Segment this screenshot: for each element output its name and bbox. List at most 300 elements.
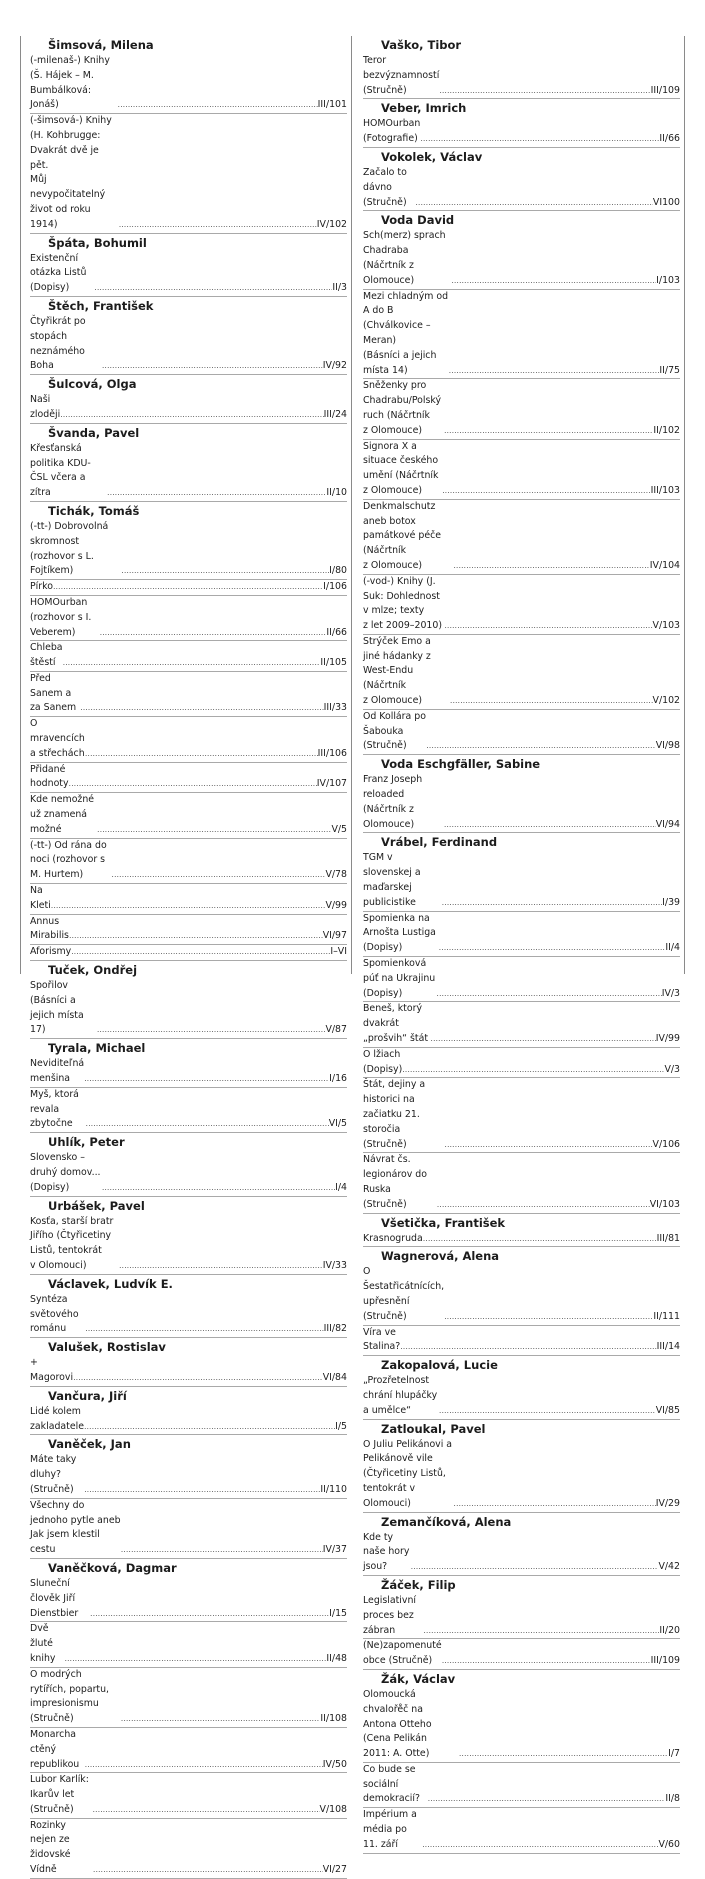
entry-reference: II/110 <box>320 1483 347 1495</box>
dot-leader <box>118 98 318 113</box>
index-entry <box>30 1293 347 1338</box>
index-entry <box>30 763 347 794</box>
index-entry <box>363 575 680 635</box>
entry-title: Křesťanská politika KDU-ČSL včera a zítra <box>30 442 91 499</box>
dot-leader <box>121 1712 321 1727</box>
entry-reference: II/75 <box>659 364 680 376</box>
index-entry <box>363 1594 680 1639</box>
entry-reference: III/103 <box>650 484 680 496</box>
entry-title: Pírko <box>30 581 53 593</box>
index-entry <box>30 1668 347 1728</box>
entry-reference: II/48 <box>326 1652 347 1664</box>
right-border-line <box>684 36 685 974</box>
left-border-line <box>20 36 21 974</box>
dot-leader <box>451 274 656 289</box>
entry-reference: III/101 <box>317 99 347 111</box>
index-entry <box>30 1728 347 1773</box>
author-name: Uhlík, Peter <box>48 1135 125 1150</box>
index-entry <box>363 440 680 500</box>
author-name: Veber, Imrich <box>381 101 467 116</box>
entry-reference: I/5 <box>335 1420 347 1432</box>
dot-leader <box>453 1497 655 1512</box>
author-name: Zatloukal, Pavel <box>381 1421 486 1436</box>
dot-leader <box>411 1560 659 1575</box>
index-entry <box>30 1405 347 1436</box>
dot-leader <box>430 1032 655 1047</box>
dot-leader <box>107 486 326 501</box>
dot-leader <box>60 408 323 423</box>
entry-reference: IV/102 <box>316 218 347 230</box>
index-entry <box>30 114 347 233</box>
author-group <box>30 1387 347 1436</box>
index-entry <box>30 915 347 946</box>
entry-reference: IV/50 <box>322 1758 347 1770</box>
author-group <box>363 99 680 148</box>
index-entry <box>30 252 347 297</box>
entry-title: Myš, ktorá revala zbytočne <box>30 1088 79 1130</box>
author-group <box>363 211 680 755</box>
entry-reference: III/109 <box>650 84 680 96</box>
author-name: Vančura, Jiří <box>48 1388 127 1403</box>
author-group <box>30 1197 347 1275</box>
entry-title: Naši zloději <box>30 394 61 420</box>
dot-leader <box>93 1803 320 1818</box>
author-group <box>30 375 347 424</box>
entry-reference: IV/3 <box>661 987 680 999</box>
author-name: Voda Eschgfäller, Sabine <box>381 757 541 772</box>
index-entry <box>30 580 347 596</box>
entry-reference: I/7 <box>668 1748 680 1760</box>
entry-title: TGM v slovenskej a maďarskej publicistike <box>363 852 421 908</box>
entry-reference: VI/98 <box>655 740 680 752</box>
entry-title: Existenční otázka Listů (Dopisy) <box>30 252 87 294</box>
entry-title: Impérium a média po 11. září <box>363 1809 417 1850</box>
entry-reference: II/108 <box>320 1713 347 1725</box>
author-name: Wagnerová, Alena <box>381 1249 500 1264</box>
entry-reference: III/33 <box>323 702 347 714</box>
entry-title: Přidané hodnoty <box>30 763 69 790</box>
entry-title: Návrat čs. legionárov do Ruska (Stručně) <box>363 1154 427 1210</box>
index-entry <box>363 1265 680 1325</box>
entry-reference: IV/104 <box>649 559 680 571</box>
author-group <box>363 1670 680 1854</box>
entry-reference: III/81 <box>656 1232 680 1244</box>
dot-leader <box>69 777 317 792</box>
dot-leader <box>90 1607 329 1622</box>
author-name: Zemančíková, Alena <box>381 1514 512 1529</box>
author-group <box>30 1435 347 1559</box>
dot-leader <box>51 899 326 914</box>
index-entry <box>363 1232 680 1248</box>
entry-title: (Ne)zapomenuté obce (Stručně) <box>363 1640 442 1667</box>
entry-reference: II/8 <box>665 1793 680 1805</box>
entry-title: Signora X a situace českého umění (Náčrtník z Olomouce) <box>363 440 439 496</box>
author-group <box>30 36 347 234</box>
index-entry <box>363 290 680 380</box>
author-name: Všetička, František <box>381 1215 506 1230</box>
author-name: Valušek, Rostislav <box>48 1340 166 1355</box>
index-entry <box>363 1078 680 1153</box>
index-entry <box>363 1808 680 1853</box>
entry-reference: III/106 <box>317 747 347 759</box>
author-group <box>363 833 680 1213</box>
dot-leader <box>423 1624 659 1639</box>
entry-title: O Juliu Pelikánovi a Pelikánově vile (Čtyřicetiny Listů, tentokrát v Olomouci) <box>363 1438 453 1509</box>
entry-title: Aforismy <box>30 946 72 958</box>
index-entry <box>30 315 347 375</box>
author-group <box>363 1214 680 1248</box>
dot-leader <box>119 1259 323 1274</box>
dot-leader <box>444 424 653 439</box>
dot-leader <box>450 694 653 709</box>
entry-reference: VI/27 <box>322 1864 347 1876</box>
author-name: Šimsová, Milena <box>48 38 154 52</box>
entry-reference: IV/29 <box>655 1497 680 1509</box>
author-name: Špáta, Bohumil <box>48 235 147 250</box>
author-name: Žáček, Filip <box>381 1577 456 1592</box>
dot-leader <box>85 747 318 762</box>
dot-leader <box>422 1838 658 1853</box>
author-group <box>363 1356 680 1419</box>
entry-title: Monarcha ctěný republikou <box>30 1728 80 1770</box>
index-entry <box>363 1153 680 1213</box>
index-entry <box>363 635 680 710</box>
index-entry <box>30 54 347 114</box>
entry-reference: II/20 <box>659 1624 680 1636</box>
dot-leader <box>85 1758 323 1773</box>
entry-title: Čtyřikrát po stopách neznámého Boha <box>30 315 86 372</box>
dot-leader <box>415 196 653 211</box>
index-entry <box>363 117 680 148</box>
author-name: Vaněček, Jan <box>48 1437 131 1452</box>
index-entry <box>363 710 680 755</box>
author-name: Švanda, Pavel <box>48 425 140 440</box>
index-entry <box>363 1374 680 1419</box>
index-entry <box>30 672 347 717</box>
author-name: Urbášek, Pavel <box>48 1198 145 1213</box>
entry-title: Od Kollára po Šabouka (Stručně) <box>363 710 426 752</box>
index-entry <box>363 229 680 289</box>
entry-reference: I/16 <box>329 1073 347 1085</box>
entry-title: Sch(merz) sprach Chadraba (Náčrtník z Olomouce) <box>363 230 446 286</box>
index-entry <box>363 912 680 957</box>
index-entry <box>30 1499 347 1559</box>
dot-leader <box>444 1310 653 1325</box>
entry-title: Spořilov (Básníci a jejich místa 17) <box>30 980 84 1036</box>
entry-title: (-vod-) Knihy (J. Suk: Dohlednost v mlze; texty z let 2009–2010) <box>363 575 442 632</box>
index-entry <box>363 379 680 439</box>
entry-title: Kosťa, starší bratr Jiřího (Čtyřicetiny Listů, tentokrát v Olomouci) <box>30 1215 114 1271</box>
index-page <box>20 36 685 1876</box>
entry-reference: I/4 <box>335 1181 347 1193</box>
author-group <box>363 1576 680 1670</box>
dot-leader <box>442 484 651 499</box>
dot-leader <box>121 1543 323 1558</box>
entry-title: Chleba štěstí <box>30 642 63 669</box>
dot-leader <box>97 823 331 838</box>
author-group <box>363 1513 680 1576</box>
author-name: Tichák, Tomáš <box>48 503 140 518</box>
entry-title: (-milenaš-) Knihy (Š. Hájek – M. Bumbálková: Jonáš) <box>30 55 110 111</box>
index-entry <box>363 1438 680 1513</box>
entry-title: Franz Joseph reloaded (Náčrtník z Olomouce) <box>363 774 423 830</box>
dot-leader <box>102 1181 335 1196</box>
entry-title: O mravencích a střechách <box>30 718 85 759</box>
dot-leader <box>437 1198 650 1213</box>
entry-title: Sluneční člověk Jiří Dienstbier <box>30 1577 79 1619</box>
author-group <box>363 1247 680 1356</box>
entry-reference: II/111 <box>653 1310 680 1322</box>
entry-title: Lubor Karlík: Ikarův let (Stručně) <box>30 1774 89 1815</box>
entry-reference: VI/97 <box>322 930 347 942</box>
entry-reference: I/15 <box>329 1607 347 1619</box>
entry-title: Teror bezvýznamností (Stručně) <box>363 55 440 96</box>
entry-reference: V/106 <box>652 1138 680 1150</box>
dot-leader <box>439 1404 656 1419</box>
entry-title: Spomienková púť na Ukrajinu (Dopisy) <box>363 958 436 999</box>
index-entry <box>30 1215 347 1275</box>
index-entry <box>30 1057 347 1088</box>
entry-title: Kde ty naše hory jsou? <box>363 1531 410 1573</box>
dot-leader <box>420 132 659 147</box>
index-entry <box>363 1639 680 1670</box>
entry-title: Začalo to dávno (Stručně) <box>363 166 407 208</box>
dot-leader <box>93 1863 323 1878</box>
dot-leader <box>73 1371 323 1386</box>
dot-leader <box>444 619 652 634</box>
index-entry <box>363 54 680 99</box>
author-group <box>30 297 347 375</box>
index-entry <box>363 1048 680 1079</box>
index-entry <box>363 500 680 575</box>
dot-leader <box>444 818 656 833</box>
entry-title: „Prozřetelnost chrání hlupáčky a umělce“ <box>363 1375 438 1416</box>
entry-reference: V/102 <box>652 695 680 707</box>
index-entry <box>30 1622 347 1667</box>
entry-reference: IV/33 <box>322 1259 347 1271</box>
entry-title: Annus Mirabilis <box>30 915 69 942</box>
entry-title: Spomienka na Arnošta Lustiga (Dopisy) <box>363 912 436 954</box>
entry-title: Rozinky nejen ze židovské Vídně <box>30 1819 71 1876</box>
author-group <box>30 1133 347 1196</box>
dot-leader <box>444 1138 652 1153</box>
entry-title: Lidé kolem zakladatele <box>30 1405 84 1432</box>
dot-leader <box>439 941 666 956</box>
entry-title: Víra ve Stalina? <box>363 1326 401 1353</box>
entry-title: Před Sanem a za Sanem <box>30 672 77 714</box>
left-column <box>30 36 347 1879</box>
entry-reference: IV/107 <box>316 778 347 790</box>
author-name: Tyrala, Michael <box>48 1041 146 1056</box>
entry-title: Štát, dejiny a historici na začiatku 21. storočia (Stručně) <box>363 1079 426 1150</box>
entry-reference: VI/5 <box>328 1118 347 1130</box>
author-group <box>30 961 347 1039</box>
entry-reference: V/103 <box>652 620 680 632</box>
dot-leader <box>84 1483 320 1498</box>
right-column <box>363 36 680 1854</box>
author-name: Voda David <box>381 213 455 228</box>
index-entry <box>30 1819 347 1879</box>
entry-title: Všechny do jednoho pytle aneb Jak jsem klestil cestu <box>30 1499 121 1556</box>
entry-reference: V/3 <box>664 1063 680 1075</box>
entry-reference: II/66 <box>659 133 680 145</box>
dot-leader <box>71 945 330 960</box>
dot-leader <box>119 218 317 233</box>
index-entry <box>30 839 347 884</box>
entry-reference: I/39 <box>662 896 680 908</box>
index-entry <box>30 520 347 580</box>
author-name: Vrábel, Ferdinand <box>381 835 498 850</box>
entry-reference: III/14 <box>656 1341 680 1353</box>
dot-leader <box>426 739 655 754</box>
entry-title: Krasnogruda <box>363 1232 423 1244</box>
author-group <box>30 1338 347 1387</box>
index-entry <box>30 884 347 915</box>
entry-title: Na Kleti <box>30 885 51 911</box>
entry-reference: II/3 <box>332 282 347 294</box>
entry-reference: V/99 <box>325 899 347 911</box>
dot-leader <box>402 1063 664 1078</box>
index-entry <box>30 945 347 961</box>
entry-title: Sněženky pro Chadrabu/Polský ruch (Náčrtník z Olomouce) <box>363 380 442 436</box>
index-entry <box>363 773 680 833</box>
entry-reference: I/103 <box>656 274 680 286</box>
dot-leader <box>449 364 660 379</box>
entry-title: Mezi chladným od A do B (Chválkovice – Meran) (Básníci a jejich místa 14) <box>363 290 449 376</box>
index-entry <box>363 1002 680 1047</box>
entry-title: Olomoucká chvaloře̊č na Antona Otteho (Cena Pelikán 2011: A. Otte) <box>363 1688 432 1760</box>
dot-leader <box>53 580 323 595</box>
author-name: Vaško, Tibor <box>381 38 462 52</box>
author-group <box>30 1275 347 1338</box>
dot-leader <box>459 1747 668 1762</box>
dot-leader <box>442 896 663 911</box>
entry-reference: IV/92 <box>322 360 347 372</box>
index-entry <box>30 793 347 838</box>
entry-reference: IV/37 <box>322 1544 347 1556</box>
dot-leader <box>400 1340 656 1355</box>
dot-leader <box>69 929 323 944</box>
dot-leader <box>436 987 661 1002</box>
entry-reference: VI/85 <box>655 1404 680 1416</box>
author-name: Tuček, Ondřej <box>48 963 138 978</box>
dot-leader <box>84 1072 329 1087</box>
entry-reference: II/105 <box>320 657 347 669</box>
index-entry <box>363 957 680 1002</box>
author-group <box>363 36 680 99</box>
entry-reference: V/108 <box>319 1803 347 1815</box>
dot-leader <box>453 559 649 574</box>
dot-leader <box>94 281 332 296</box>
author-group <box>363 148 680 211</box>
author-name: Žák, Václav <box>381 1671 456 1686</box>
author-group <box>30 234 347 297</box>
author-group <box>363 755 680 833</box>
dot-leader <box>428 1792 666 1807</box>
entry-reference: VI/103 <box>649 1198 680 1210</box>
entry-title: (-tt-) Dobrovolná skromnost (rozhovor s L. Fojtíkem) <box>30 520 109 577</box>
entry-reference: III/24 <box>323 408 347 420</box>
entry-title: HOMOurban (Fotografie) <box>363 118 421 145</box>
entry-title: Legislativní proces bez zábran <box>363 1594 416 1636</box>
entry-reference: IV/99 <box>655 1033 680 1045</box>
author-name: Štěch, František <box>48 298 154 313</box>
index-entry <box>30 1453 347 1498</box>
entry-reference: V/60 <box>658 1838 680 1850</box>
entry-title: Beneš, ktorý dvakrát „prošvih“ štát <box>363 1003 428 1045</box>
entry-reference: III/82 <box>323 1323 347 1335</box>
entry-title: Strýček Emo a jiné hádanky z West-Endu (Náčrtník z Olomouce) <box>363 635 431 707</box>
entry-title: HOMOurban (rozhovor s I. Veberem) <box>30 596 92 638</box>
entry-reference: V/87 <box>325 1024 347 1036</box>
entry-title: (-tt-) Od rána do noci (rozhovor s M. Hurtem) <box>30 839 107 881</box>
dot-leader <box>80 701 323 716</box>
index-entry <box>30 442 347 502</box>
dot-leader <box>442 1654 651 1669</box>
author-name: Václavek, Ludvík E. <box>48 1276 173 1291</box>
dot-leader <box>102 359 323 374</box>
entry-title: (-šimsová-) Knihy (H. Kohbrugge: Dvakrát dvě je pět. Můj nevypočitatelný život od roku 1914) <box>30 115 112 230</box>
author-group <box>30 1039 347 1133</box>
index-entry <box>363 1326 680 1357</box>
index-entry <box>30 1356 347 1387</box>
author-name: Vokolek, Václav <box>381 149 483 164</box>
entry-reference: III/109 <box>650 1655 680 1667</box>
index-entry <box>363 1531 680 1576</box>
entry-reference: II/66 <box>326 626 347 638</box>
index-entry <box>363 1763 680 1808</box>
author-group <box>30 502 347 961</box>
entry-reference: II/102 <box>653 424 680 436</box>
entry-title: O Šestatřicátnících, upřesnění (Stručně) <box>363 1266 445 1322</box>
author-group <box>30 424 347 502</box>
entry-title: Slovensko – druhý domov... (Dopisy) <box>30 1152 101 1193</box>
entry-reference: II/10 <box>326 487 347 499</box>
entry-reference: VI100 <box>652 196 680 208</box>
entry-title: Neviditeľná menšina <box>30 1058 85 1085</box>
author-name: Vaněčková, Dagmar <box>48 1560 177 1575</box>
dot-leader <box>64 1652 326 1667</box>
index-entry <box>30 1773 347 1818</box>
author-name: Šulcová, Olga <box>48 377 137 392</box>
dot-leader <box>423 1232 657 1247</box>
entry-title: + Magorovi <box>30 1357 74 1383</box>
dot-leader <box>84 1420 335 1435</box>
entry-title: Denkmalschutz aneb botox památkové péče (Náčrtník z Olomouce) <box>363 500 442 571</box>
dot-leader <box>63 656 321 671</box>
entry-reference: VI/84 <box>322 1371 347 1383</box>
dot-leader <box>100 626 327 641</box>
index-entry <box>30 641 347 672</box>
entry-reference: I–VI <box>330 946 347 958</box>
index-entry <box>30 1151 347 1196</box>
entry-reference: I/106 <box>323 581 347 593</box>
index-entry <box>30 393 347 424</box>
dot-leader <box>121 564 329 579</box>
entry-reference: VI/94 <box>655 818 680 830</box>
dot-leader <box>111 868 325 883</box>
index-entry <box>363 851 680 911</box>
entry-title: O lžiach (Dopisy) <box>363 1048 403 1075</box>
author-name: Zakopalová, Lucie <box>381 1358 498 1373</box>
entry-reference: V/5 <box>331 823 347 835</box>
entry-reference: II/4 <box>665 942 680 954</box>
entry-reference: I/80 <box>329 565 347 577</box>
entry-reference: V/42 <box>658 1561 680 1573</box>
dot-leader <box>97 1023 326 1038</box>
dot-leader <box>85 1322 323 1337</box>
entry-title: Máte taky dluhy? (Stručně) <box>30 1454 77 1495</box>
